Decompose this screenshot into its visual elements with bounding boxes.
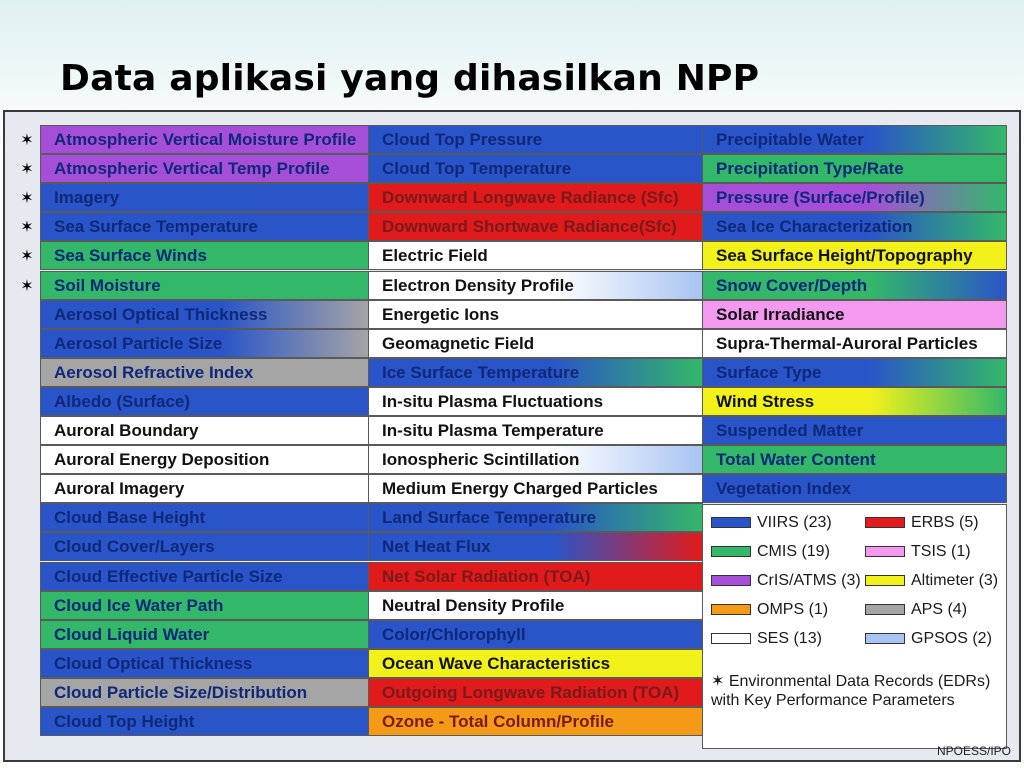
edr-cell: Electric Field	[368, 241, 703, 270]
edr-cell: Land Surface Temperature	[368, 503, 703, 532]
edr-cell: In-situ Plasma Temperature	[368, 416, 703, 445]
edr-cell: Downward Longwave Radiance (Sfc)	[368, 183, 703, 212]
edr-cell: Cloud Cover/Layers	[40, 532, 370, 561]
legend-label: OMPS (1)	[757, 601, 829, 618]
edr-cell: Snow Cover/Depth	[702, 271, 1007, 300]
edr-cell: Color/Chlorophyll	[368, 620, 703, 649]
edr-cell: Vegetation Index	[702, 474, 1007, 503]
edr-cell: Cloud Particle Size/Distribution	[40, 678, 370, 707]
edr-cell: Wind Stress	[702, 387, 1007, 416]
edr-star-icon: ✶	[20, 275, 34, 295]
edr-cell: Cloud Ice Water Path	[40, 591, 370, 620]
edr-cell: Medium Energy Charged Particles	[368, 474, 703, 503]
edr-cell: Ocean Wave Characteristics	[368, 649, 703, 678]
edr-cell: Ice Surface Temperature	[368, 358, 703, 387]
legend-swatch	[711, 517, 751, 528]
source-credit: NPOESS/IPO	[936, 744, 1011, 758]
edr-cell: Cloud Optical Thickness	[40, 649, 370, 678]
edr-cell: Cloud Top Height	[40, 707, 370, 736]
edr-cell: Downward Shortwave Radiance(Sfc)	[368, 212, 703, 241]
edr-star-icon: ✶	[711, 673, 725, 690]
edr-star-icon: ✶	[20, 246, 34, 266]
edr-cell: Surface Type	[702, 358, 1007, 387]
legend-swatch	[711, 575, 751, 586]
legend-swatch	[865, 517, 905, 528]
legend-label: SES (13)	[757, 630, 822, 647]
legend-label: CMIS (19)	[757, 543, 830, 560]
edr-cell: Net Solar Radiation (TOA)	[368, 562, 703, 591]
edr-star-icon: ✶	[20, 188, 34, 208]
edr-cell: Pressure (Surface/Profile)	[702, 183, 1007, 212]
edr-cell: Cloud Top Pressure	[368, 125, 703, 154]
edr-cell: Sea Surface Winds	[40, 241, 370, 270]
edr-cell: Atmospheric Vertical Temp Profile	[40, 154, 370, 183]
edr-cell: Sea Surface Height/Topography	[702, 241, 1007, 270]
edr-cell: Suspended Matter	[702, 416, 1007, 445]
legend-label: ERBS (5)	[911, 514, 979, 531]
edr-cell: Atmospheric Vertical Moisture Profile	[40, 125, 370, 154]
legend-swatch	[711, 546, 751, 557]
edr-cell: Cloud Base Height	[40, 503, 370, 532]
edr-cell: Aerosol Particle Size	[40, 329, 370, 358]
edr-cell: Cloud Liquid Water	[40, 620, 370, 649]
edr-cell: Solar Irradiance	[702, 300, 1007, 329]
legend-label: APS (4)	[911, 601, 968, 618]
edr-star-icon: ✶	[20, 217, 34, 237]
legend-swatch	[711, 604, 751, 615]
legend-swatch	[711, 633, 751, 644]
legend-label: CrIS/ATMS (3)	[757, 572, 861, 589]
edr-cell: Sea Ice Characterization	[702, 212, 1007, 241]
legend-label: TSIS (1)	[911, 543, 971, 560]
edr-cell: Neutral Density Profile	[368, 591, 703, 620]
legend-swatch	[865, 604, 905, 615]
edr-cell: Total Water Content	[702, 445, 1007, 474]
edr-cell: Auroral Imagery	[40, 474, 370, 503]
legend-swatch	[865, 575, 905, 586]
edr-cell: Auroral Energy Deposition	[40, 445, 370, 474]
edr-star-icon: ✶	[20, 130, 34, 149]
edr-cell: In-situ Plasma Fluctuations	[368, 387, 703, 416]
edr-star-icon: ✶	[20, 159, 34, 179]
slide-title: Data aplikasi yang dihasilkan NPP	[60, 58, 760, 99]
edr-cell: Supra-Thermal-Auroral Particles	[702, 329, 1007, 358]
legend-label: Altimeter (3)	[911, 572, 999, 589]
edr-cell: Energetic Ions	[368, 300, 703, 329]
legend-swatch	[865, 633, 905, 644]
legend-swatch	[865, 546, 905, 557]
legend-label: VIIRS (23)	[757, 514, 832, 531]
edr-cell: Sea Surface Temperature	[40, 212, 370, 241]
edr-note-text: Environmental Data Records (EDRs) with Key Performance Parameters	[711, 673, 991, 709]
edr-cell: Cloud Effective Particle Size	[40, 562, 370, 591]
edr-cell: Soil Moisture	[40, 271, 370, 300]
edr-cell: Precipitable Water	[702, 125, 1007, 154]
edr-cell: Electron Density Profile	[368, 271, 703, 300]
edr-cell: Aerosol Refractive Index	[40, 358, 370, 387]
edr-cell: Aerosol Optical Thickness	[40, 300, 370, 329]
edr-cell: Ionospheric Scintillation	[368, 445, 703, 474]
edr-note	[711, 672, 1001, 710]
edr-cell: Precipitation Type/Rate	[702, 154, 1007, 183]
edr-cell: Geomagnetic Field	[368, 329, 703, 358]
edr-cell: Imagery	[40, 183, 370, 212]
edr-cell: Cloud Top Temperature	[368, 154, 703, 183]
edr-table-panel	[3, 110, 1021, 762]
legend-label: GPSOS (2)	[911, 630, 992, 647]
edr-cell: Outgoing Longwave Radiation (TOA)	[368, 678, 703, 707]
edr-cell: Auroral Boundary	[40, 416, 370, 445]
edr-cell: Net Heat Flux	[368, 532, 703, 561]
edr-cell: Albedo (Surface)	[40, 387, 370, 416]
sensor-legend	[702, 504, 1007, 749]
edr-cell: Ozone - Total Column/Profile	[368, 707, 703, 736]
